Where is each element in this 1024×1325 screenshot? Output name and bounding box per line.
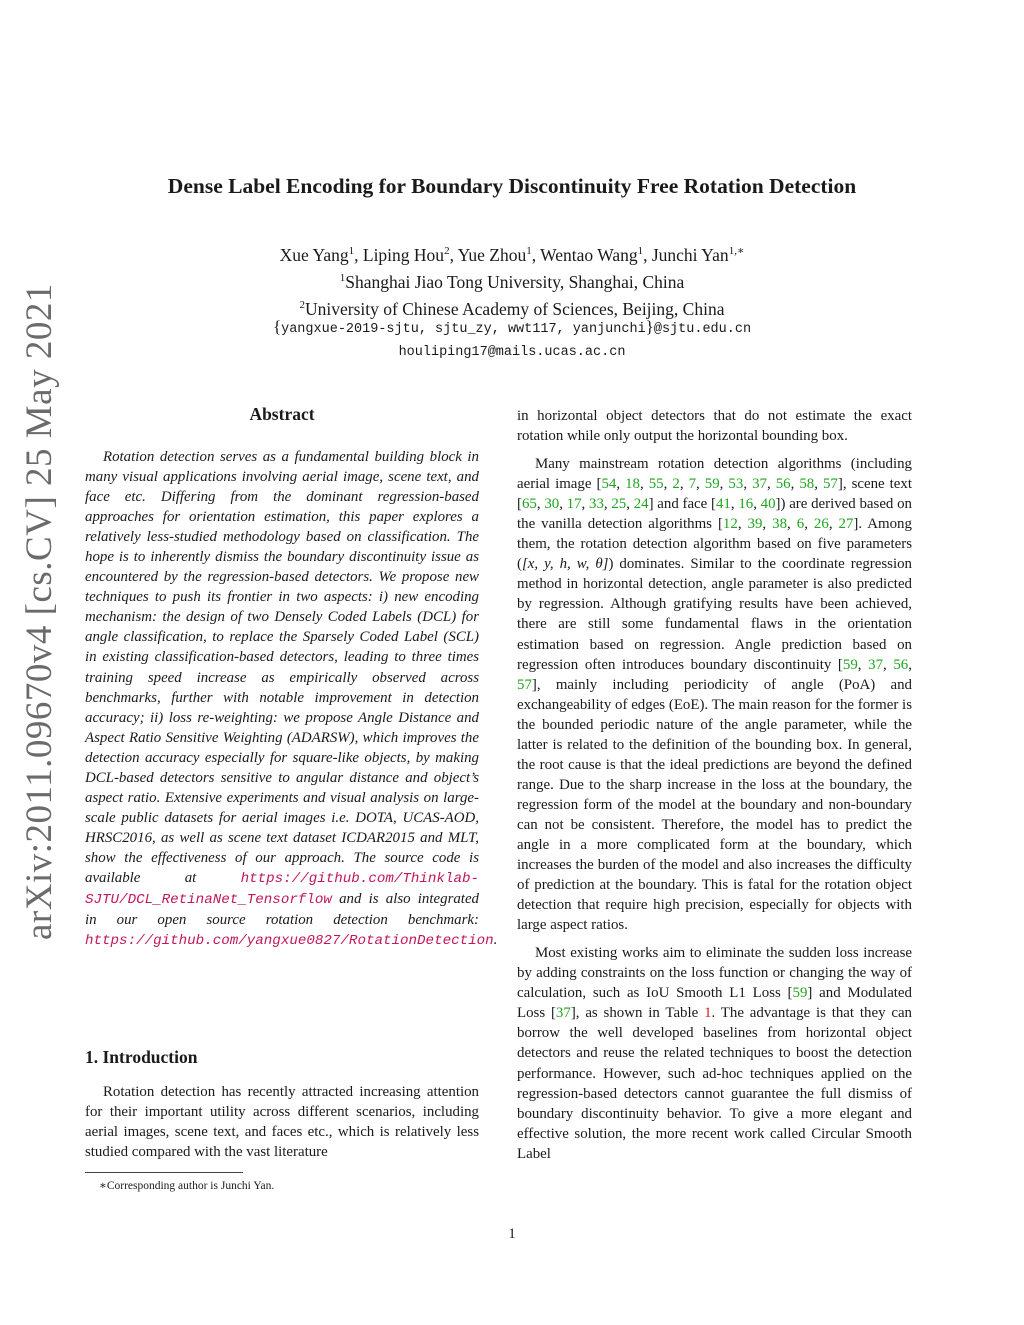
citation-group-aerial: 54, 18, 55, 2, 7, 59, 53, 37, 56, 58, 57	[601, 476, 838, 493]
email-block	[0, 315, 1024, 364]
citation-link[interactable]: 6	[796, 516, 805, 533]
math-parameters: [x, y, h, w, θ]	[521, 556, 609, 573]
author-name: Liping Hou	[362, 244, 445, 265]
citation-link[interactable]: 7	[688, 476, 697, 493]
email-domain: @sjtu.edu.cn	[653, 322, 752, 337]
citation-link[interactable]: 65	[521, 496, 537, 513]
author-name: Wentao Wang	[540, 244, 638, 265]
citation-link[interactable]: 37	[752, 476, 767, 493]
text-run: ], mainly including periodicity of angle (PoA) and exchangeability of edges (EoE). The main reason for the former is the bounded periodic nature of the angle parameter, while the latter is related to the definition of the bounding box. In general, the root cause is that the ideal predictions are beyond the defined range. Due to the sharp increase in the loss at the boundary, the regression form of the model at the boundary and non-boundary can not be consistent. Therefore, the model has to predict the angle in a more complicated form at the boundary, which increases the burden of the model and also increases the difficulty of prediction at the boundary. This is fatal for the rotation object detection that require high precision, especially for objects with large aspect ratios.	[517, 676, 912, 934]
citation-link[interactable]: 26	[813, 516, 829, 533]
citation-link[interactable]: 41	[715, 496, 731, 513]
citation-link[interactable]: 59	[792, 985, 808, 1002]
email-line-2: houliping17@mails.ucas.ac.cn	[398, 345, 626, 360]
table-reference-link[interactable]: 1	[704, 1005, 712, 1022]
author-affiliation-mark: 1	[637, 245, 644, 257]
abstract-body: Rotation detection serves as a fundamental building block in many visual applications involving aerial image, scene text, and face etc. Differing from the dominant regression-based approaches for orientation estimation, this paper explores a relatively less-studied methodology based on classification. The hope is to inherently dismiss the boundary discontinuity issue as encountered by the regression-based detectors. We propose new techniques to push its frontier in two aspects: i) new encoding mechanism: the design of two Densely Coded Labels (DCL) for angle classification, to replace the Sparsely Coded Label (SCL) in existing classification-based detectors, leading to three times training speed increase as empirically observed across benchmarks, further with notable improvement in detection accuracy; ii) loss re-weighting: we propose Angle Distance and Aspect Ratio Sensitive Weighting (ADARSW), which improves the detection accuracy especially for square-like objects, by making DCL-based detectors sensitive to angular distance and object’s aspect ratio. Extensive experiments and visual analysis on large-scale public datasets for aerial images i.e. DOTA, UCAS-AOD, HRSC2016, as well as scene text dataset ICDAR2015 and MLT, show the effectiveness of our approach. The source code is available at	[85, 449, 479, 886]
author-list: Xue Yang$^1$, Liping Hou$^2$, Yue Zhou$^1$, Wentao Wang$^1$, Junchi Yan$^{1,∗}$	[279, 244, 745, 265]
paragraph-existing-works	[517, 943, 912, 1164]
abstract-heading: Abstract	[249, 404, 315, 424]
citation-link[interactable]: 37	[868, 656, 884, 673]
abstract-text	[85, 447, 498, 951]
citation-link[interactable]: 57	[517, 676, 532, 693]
text-run: ] and Modulated Loss [	[517, 985, 912, 1022]
citation-link[interactable]: 38	[772, 516, 788, 533]
abstract-body-end: .	[493, 932, 498, 949]
citation-link[interactable]: 55	[648, 476, 664, 493]
footnote: ∗Corresponding author is Junchi Yan.	[99, 1180, 275, 1192]
citation-group-boundary: 59, 37, 56, 57	[517, 656, 912, 693]
text-run: ], scene text [	[517, 476, 912, 513]
arxiv-identifier: arXiv:2011.09670v4 [cs.CV] 25 May 2021	[19, 283, 60, 940]
citation-link[interactable]: 59	[704, 476, 720, 493]
author-affiliation-mark: 1	[526, 245, 532, 257]
email-usernames: yangxue-2019-sjtu, sjtu_zy, wwt117, yanjunchi	[281, 322, 646, 337]
text-run: Most existing works aim to eliminate the sudden loss increase by adding constraints on the loss function or changing the way of calculation, such as IoU Smooth L1 Loss [	[517, 945, 912, 1002]
citation-link[interactable]: 25	[611, 496, 627, 513]
paper-title: Dense Label Encoding for Boundary Discontinuity Free Rotation Detection	[167, 174, 857, 198]
affiliation-number: 2	[299, 298, 306, 311]
citation-link[interactable]: 56	[775, 476, 791, 493]
author-affiliation-mark: 1,∗	[728, 245, 745, 257]
citation-link[interactable]: 18	[625, 476, 640, 493]
citation-link[interactable]: 30	[544, 496, 560, 513]
author-block	[0, 240, 1024, 320]
citation-link[interactable]: 33	[589, 496, 604, 513]
author-affiliation-mark: 1	[348, 245, 355, 257]
paragraph-continued: in horizontal object detectors that do not estimate the exact rotation while only output the horizontal bounding box.	[517, 408, 912, 445]
citation-link[interactable]: 57	[822, 476, 838, 493]
text-run: ) dominates. Similar to the coordinate regression method in horizontal detection, angle parameter is also predicted by regression. Although gratifying results have been achieved, there are still some fundamental flaws in the orientation estimation based on regression. Angle prediction based on regression often introduces boundary discontinuity [	[517, 556, 912, 673]
introduction-paragraph: Rotation detection has recently attracted increasing attention for their important utility across different scenarios, including aerial images, scene text, and faces etc., which is relatively less studied compared with the vast literature	[85, 1084, 479, 1161]
citation-link[interactable]: 37	[555, 1005, 571, 1022]
text-run: ]. Among them, the rotation detection algorithm based on five parameters (	[517, 516, 912, 573]
citation-link[interactable]: 16	[738, 496, 754, 513]
affiliation-text: Shanghai Jiao Tong University, Shanghai, China	[345, 271, 685, 292]
text-run: . The advantage is that they can borrow the well developed baselines from horizontal object detectors and reuse the related techniques to boost the detection performance. However, such ad-hoc techniques applied on the regression-based detectors cannot guarantee the full dismiss of boundary discontinuity behavior. To give a more elegant and effective solution, the more recent work called Circular Smooth Label	[517, 1005, 912, 1162]
citation-link[interactable]: 54	[601, 476, 617, 493]
citation-group-scene-text: 65, 30, 17, 33, 25, 24	[521, 496, 649, 513]
text-run: ]) are derived based on the vanilla detection algorithms [	[517, 496, 912, 533]
affiliation-text: University of Chinese Academy of Sciences, Beijing, China	[305, 298, 725, 319]
citation-link[interactable]: 40	[760, 496, 776, 513]
author-name: Yue Zhou	[457, 244, 527, 265]
email-line-1: {yangxue-2019-sjtu, sjtu_zy, wwt117, yanjunchi}@sjtu.edu.cn	[272, 317, 752, 337]
paragraph-mainstream	[517, 454, 912, 935]
citation-link[interactable]: 2	[672, 476, 680, 493]
author-name: Xue Yang	[279, 244, 349, 265]
citation-link[interactable]: 17	[566, 496, 582, 513]
citation-link[interactable]: 27	[838, 516, 854, 533]
affiliation-number: 1	[339, 271, 346, 284]
section-heading-introduction: 1. Introduction	[85, 1047, 198, 1067]
abstract-body-mid: and is also integrated in our open source rotation detection benchmark:	[85, 891, 479, 929]
text-run: ], as shown in Table	[570, 1005, 705, 1022]
citation-group-vanilla: 12, 39, 38, 6, 26, 27	[722, 516, 854, 533]
benchmark-link[interactable]: https://github.com/yangxue0827/RotationDetection	[85, 933, 494, 950]
right-column	[517, 406, 912, 1172]
page-number: 1	[508, 1226, 516, 1242]
citation-link[interactable]: 12	[722, 516, 738, 533]
text-run: ] and face [	[648, 496, 716, 513]
affiliation-1	[0, 267, 1024, 294]
code-link[interactable]: https://github.com/Thinklab-SJTU/DCL_RetinaNet_Tensorflow	[85, 870, 479, 909]
footnote-rule	[85, 1172, 243, 1173]
citation-link[interactable]: 24	[633, 496, 649, 513]
author-affiliation-mark: 2	[444, 245, 450, 257]
citation-link[interactable]: 58	[799, 476, 815, 493]
citation-link[interactable]: 59	[842, 656, 858, 673]
author-name: Junchi Yan	[651, 244, 729, 265]
citation-link[interactable]: 53	[728, 476, 744, 493]
citation-link[interactable]: 56	[893, 656, 909, 673]
citation-link[interactable]: 39	[747, 516, 763, 533]
text-run: Many mainstream rotation detection algorithms (including aerial image [	[517, 456, 912, 493]
citation-group-face: 41, 16, 40	[715, 496, 776, 513]
